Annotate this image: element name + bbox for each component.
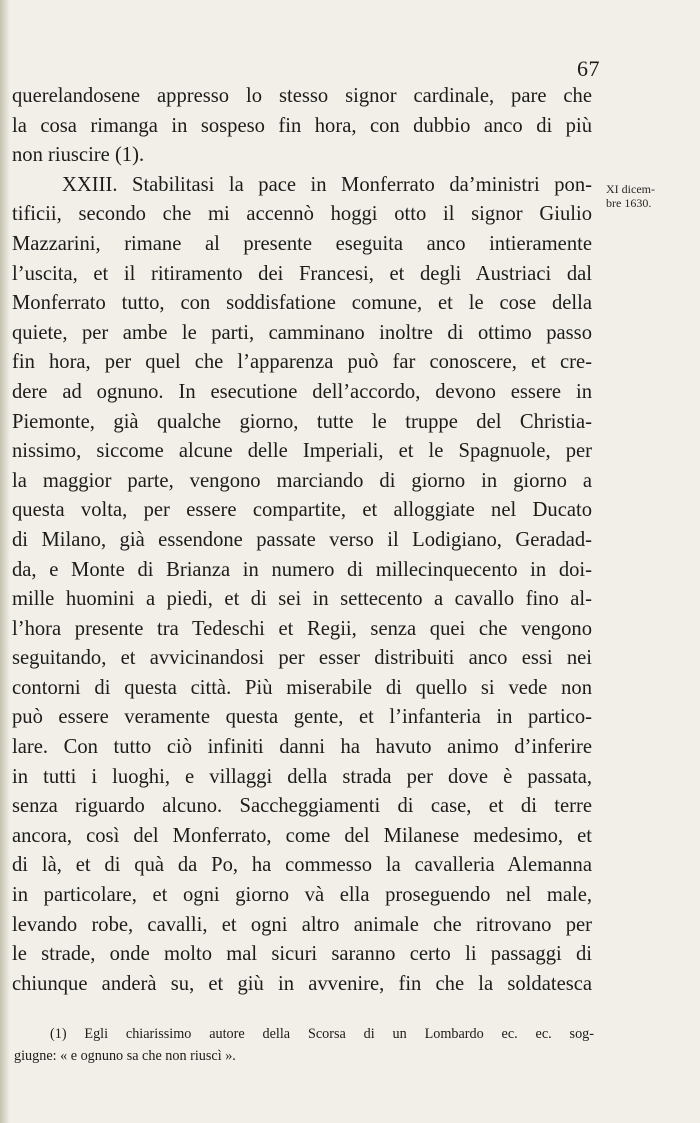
text-line: tificii, secondo che mi accennò hoggi otto il signor Giulio <box>12 203 592 226</box>
margin-date-note <box>606 182 696 210</box>
text-line: querelandosene appresso lo stesso signor cardinale, pare che <box>12 85 592 107</box>
page-number: 67 <box>577 56 600 81</box>
text-line: in particolare, et ogni giorno và ella proseguendo nel male, <box>12 884 592 907</box>
text-line: può essere veramente questa gente, et l’infanteria in partico- <box>12 706 592 729</box>
margin-note-line: bre 1630. <box>606 196 652 210</box>
margin-note-line: XI dicem- <box>606 182 655 196</box>
text-line: di Milano, già essendone passate verso il Lodigiano, Geradad- <box>12 528 592 551</box>
text-line: Mazzarini, rimane al presente eseguita anco intieramente <box>12 232 592 255</box>
text-line: l’uscita, et il ritiramento dei Francesi, et degli Austriaci dal <box>12 262 592 285</box>
text-line: l’hora presente tra Tedeschi et Regii, senza quei che vengono <box>12 617 592 640</box>
section-heading-line: XXIII. Stabilitasi la pace in Monferrato da’ministri pon- <box>62 173 592 196</box>
text-line: la cosa rimanga in sospeso fin hora, con dubbio anco di più <box>12 114 592 137</box>
text-line: questa volta, per essere compartite, et alloggiate nel Ducato <box>12 499 592 522</box>
text-line: Monferrato tutto, con soddisfatione comune, et le cose della <box>12 292 592 315</box>
text-line: da, e Monte di Brianza in numero di millecinquecento in doi- <box>12 558 592 581</box>
text-line: seguitando, et avvicinandosi per esser distribuiti anco essi nei <box>12 647 592 670</box>
text-line: la maggior parte, vengono marciando di giorno in giorno a <box>12 469 592 492</box>
text-line: senza riguardo alcuno. Saccheggiamenti di case, et di terre <box>12 795 592 818</box>
text-line: quiete, per ambe le parti, camminano inoltre di ottimo passo <box>12 321 592 344</box>
text-line: lare. Con tutto ciò infiniti danni ha havuto animo d’inferire <box>12 736 592 759</box>
text-line: chiunque anderà su, et giù in avvenire, fin che la soldatesca <box>12 972 592 995</box>
footnote-line: giugne: « e ognuno sa che non riuscì ». <box>14 1048 236 1064</box>
text-line: in tutti i luoghi, e villaggi della strada per dove è passata, <box>12 765 592 788</box>
text-line: contorni di questa città. Più miserabile di quello si vede non <box>12 676 592 699</box>
footnote <box>14 1023 594 1067</box>
spine-shadow <box>0 0 10 1123</box>
text-line: di là, et di quà da Po, ha commesso la cavalleria Alemanna <box>12 854 592 877</box>
text-line: dere ad ognuno. In esecutione dell’accordo, devono essere in <box>12 380 592 403</box>
text-line: mille huomini a piedi, et di sei in settecento a cavallo fino al- <box>12 588 592 611</box>
body-text <box>12 82 592 999</box>
text-line: le strade, onde molto mal sicuri saranno certo li passaggi di <box>12 943 592 966</box>
text-line: Piemonte, già qualche giorno, tutte le truppe del Christia- <box>12 410 592 433</box>
text-line: ancora, così del Monferrato, come del Milanese medesimo, et <box>12 824 592 847</box>
text-line: non riuscire (1). <box>12 144 145 167</box>
footnote-line: (1) Egli chiarissimo autore della Scorsa di un Lombardo ec. ec. sog- <box>50 1026 594 1042</box>
text-line: nissimo, siccome alcune delle Imperiali, et le Spagnuole, per <box>12 440 592 463</box>
text-line: levando robe, cavalli, et ogni altro animale che ritrovano per <box>12 913 592 936</box>
text-line: fin hora, per quel che l’apparenza può far conoscere, et cre- <box>12 351 592 374</box>
